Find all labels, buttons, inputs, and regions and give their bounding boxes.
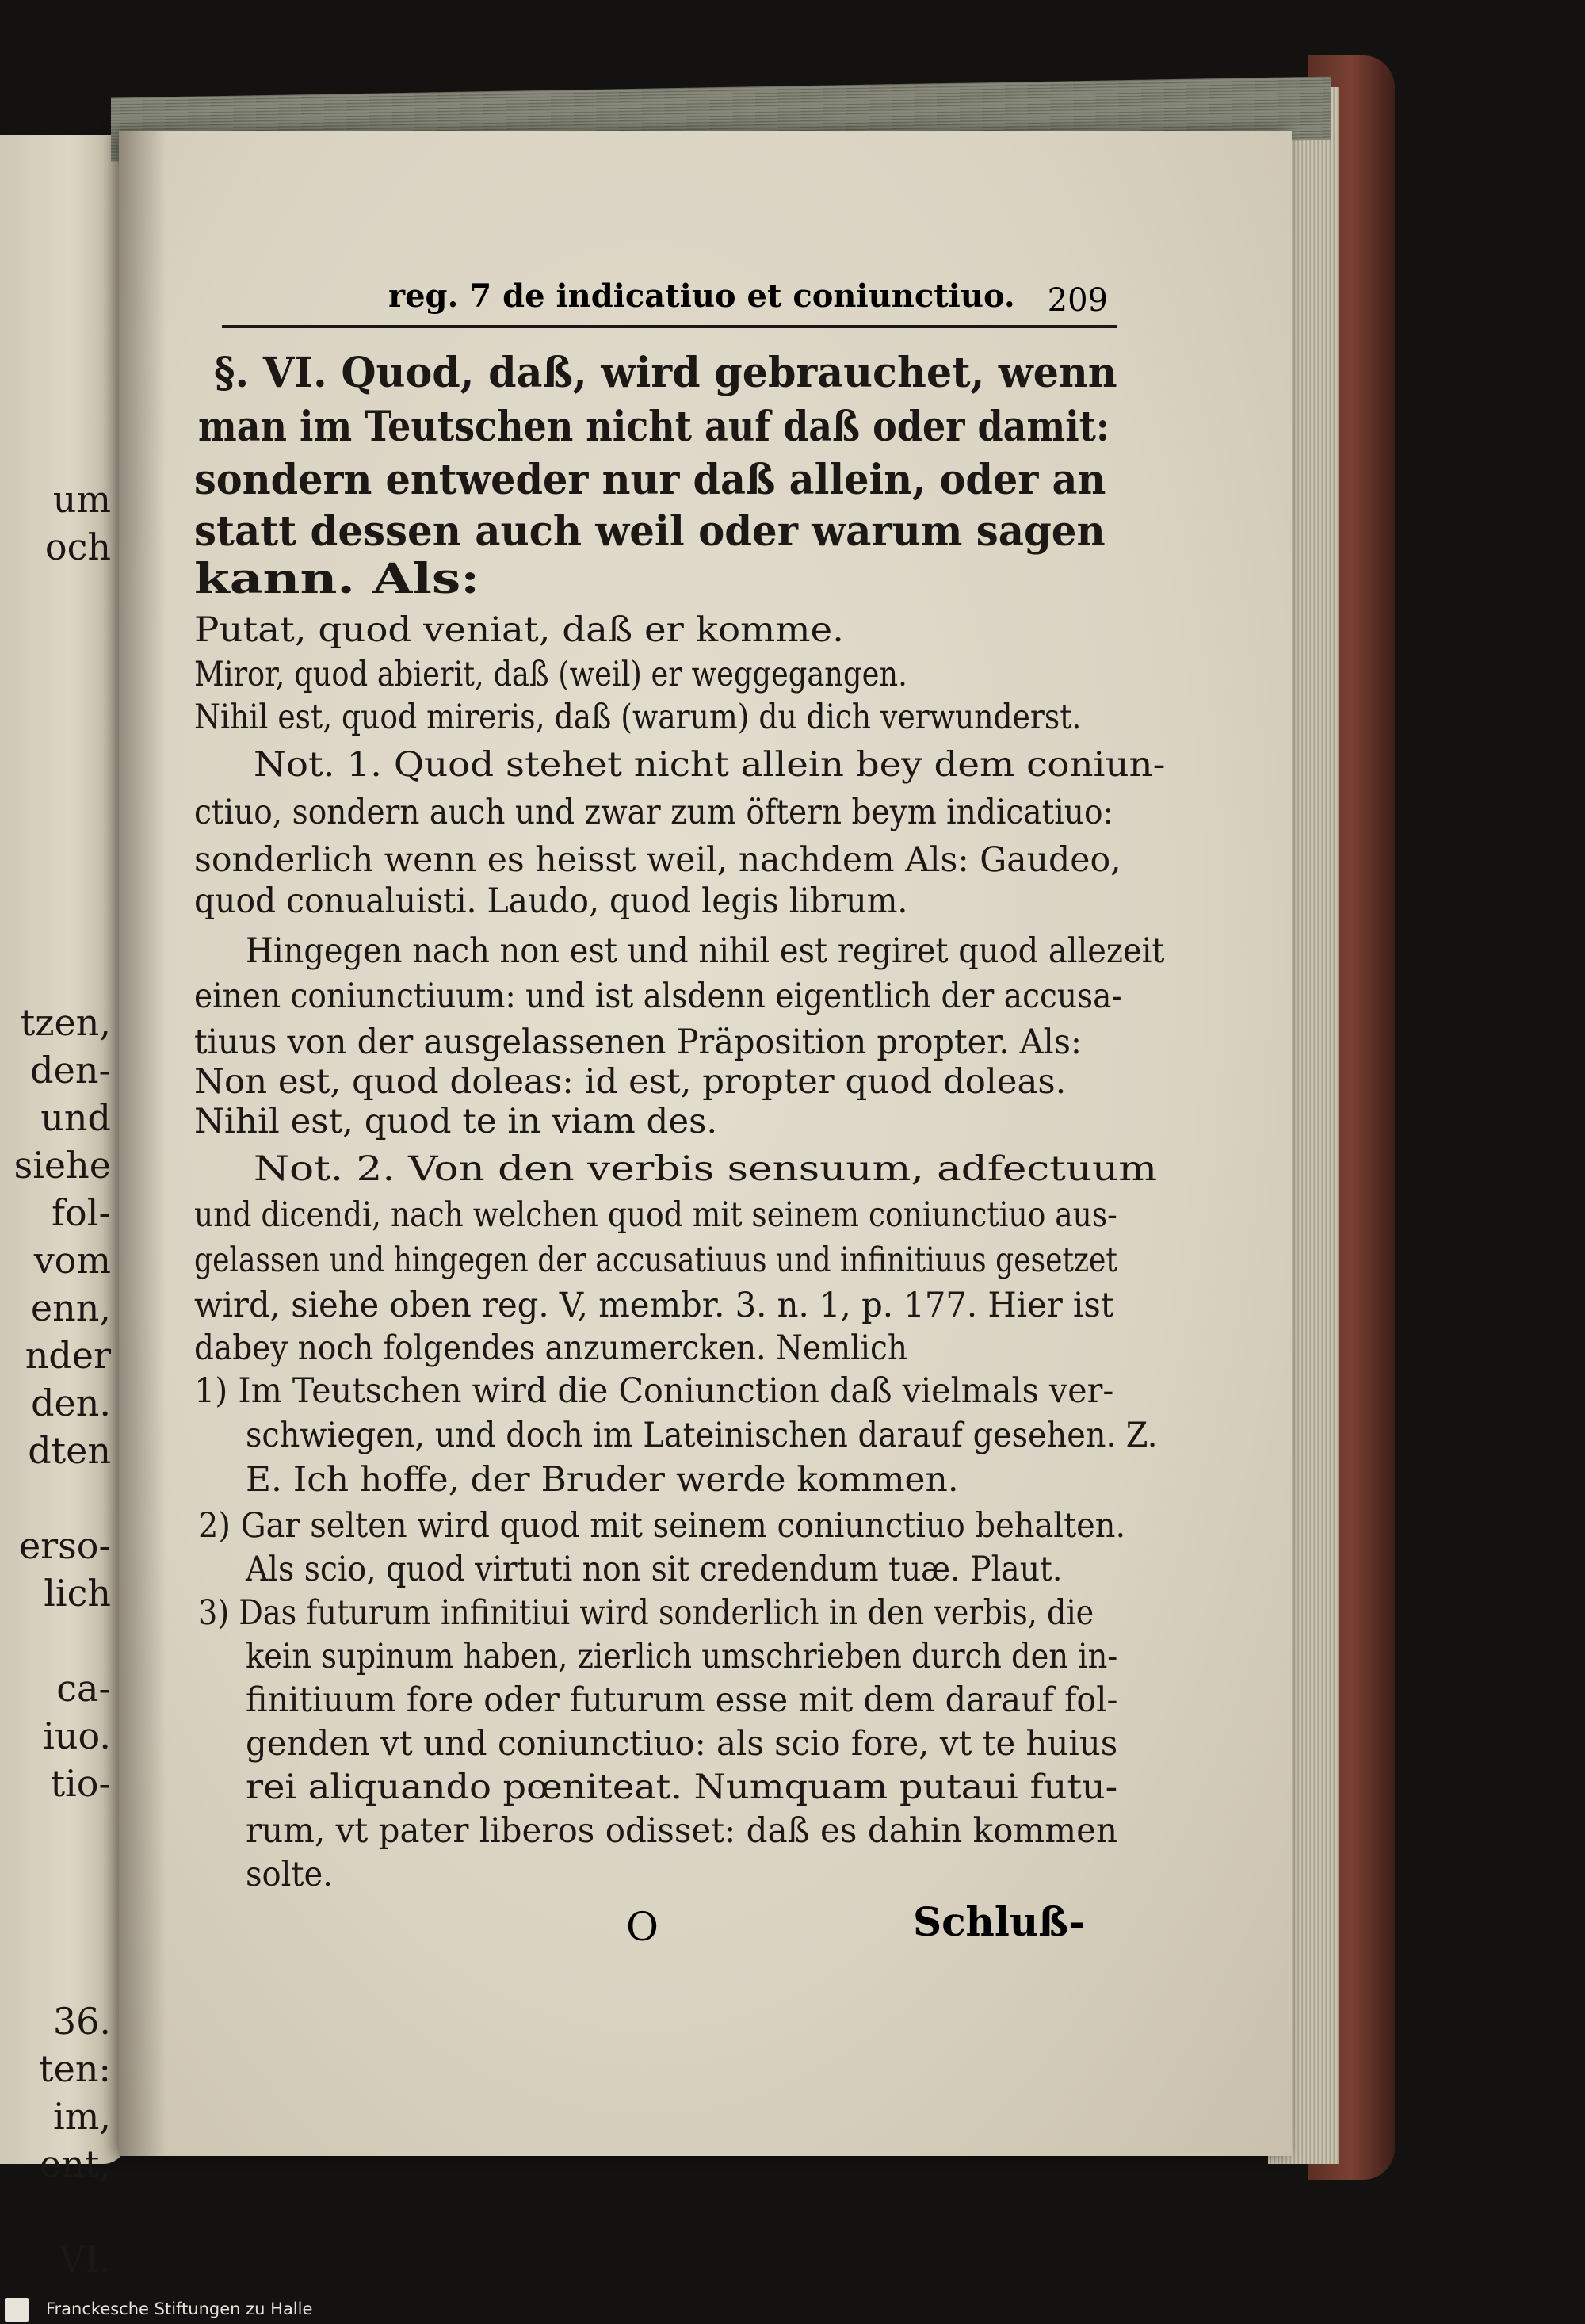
text-line: E. Ich hoffe, der Bruder werde kommen. (246, 1460, 959, 1500)
text-line: wird, siehe oben reg. V, membr. 3. n. 1, p. 177. Hier ist (194, 1286, 1114, 1325)
left-page-fragment: och (44, 526, 111, 568)
left-page-fragment: im, (53, 2095, 111, 2138)
text-line: genden vt und coniunctiuo: als scio fore, vt te huius (246, 1724, 1118, 1764)
text-line: und dicendi, nach welchen quod mit seinem coniunctiuo aus- (194, 1195, 1117, 1235)
text-line: man im Teutschen nicht auf daß oder damit: (198, 403, 1110, 451)
left-page-fragment: tzen, (20, 1001, 111, 1044)
text-line: Putat, quod veniat, daß er komme. (194, 610, 844, 650)
left-page-fragment (0, 761, 111, 808)
text-line: Als scio, quod virtuti non sit credendum tuæ. Plaut. (246, 1550, 1063, 1589)
text-line: quod conualuisti. Laudo, quod legis librum. (194, 881, 908, 921)
text-line: sondern entweder nur daß allein, oder an (194, 456, 1106, 504)
text-line: Hingegen nach non est und nihil est regiret quod allezeit (246, 931, 1165, 971)
left-page-fragment (0, 1807, 111, 1855)
text-line: statt dessen auch weil oder warum sagen (194, 507, 1106, 556)
left-page-fragment: den. (31, 1382, 111, 1424)
gutter-shadow (119, 131, 166, 2156)
left-page-text (0, 476, 111, 2283)
left-page (0, 135, 127, 2280)
left-page-fragment: ten: (39, 2047, 111, 2090)
left-page-fragment: ca- (56, 1667, 111, 1710)
left-page-fragment (0, 951, 111, 999)
left-page-fragment: nder (25, 1334, 111, 1377)
text-line: dabey noch folgendes anzumercken. Nemlich (194, 1328, 907, 1368)
left-page-fragment (0, 1950, 111, 1997)
text-line: rum, vt pater liberos odisset: daß es dahin kommen (246, 1811, 1118, 1851)
text-line: Not. 2. Von den verbis sensuum, adfectuum (254, 1149, 1158, 1189)
header-title: reg. 7 de indicatiuo et coniunctiuo. (388, 277, 1015, 315)
text-line: kein supinum haben, zierlich umschrieben durch den in- (246, 1637, 1118, 1676)
text-line: rei aliquando pœniteat. Numquam putaui futu- (246, 1768, 1118, 1807)
running-header (222, 277, 1125, 325)
page-number: 209 (1047, 282, 1108, 319)
left-page-fragment (0, 1617, 111, 1665)
left-page-fragment: enn, (30, 1286, 111, 1329)
left-page-fragment (0, 1474, 111, 1522)
left-page-fragment: ent, (40, 2142, 111, 2185)
text-line: kann. Als: (194, 555, 480, 603)
left-page-fragment: iuo. (43, 1714, 111, 1757)
text-line: tiuus von der ausgelassenen Präposition propter. Als: (194, 1022, 1082, 1062)
footer-bar (0, 2295, 1585, 2324)
text-line: 3) Das futurum infinitiui wird sonderlich in den verbis, die (198, 1593, 1094, 1633)
signature-mark: O (626, 1904, 659, 1950)
text-line: 2) Gar selten wird quod mit seinem coniunctiuo behalten. (198, 1506, 1126, 1546)
left-page-fragment: siehe (13, 1144, 111, 1187)
text-line: Miror, quod abierit, daß (weil) er weggegangen. (194, 655, 907, 694)
left-page-fragment: lich (44, 1572, 111, 1615)
left-page-fragment: vom (33, 1239, 111, 1282)
left-page-fragment (0, 1902, 111, 1950)
text-line: §. VI. Quod, daß, wird gebrauchet, wenn (214, 349, 1117, 397)
text-line: solte. (246, 1855, 333, 1894)
left-page-fragment: 36. (52, 2000, 111, 2043)
text-line: ctiuo, sondern auch und zwar zum öftern beym indicatiuo: (194, 793, 1113, 832)
left-page-fragment: VI. (58, 2238, 111, 2280)
text-line: Non est, quod doleas: id est, propter quod doleas. (194, 1062, 1067, 1102)
left-page-fragment (0, 808, 111, 856)
institution-logo-icon (5, 2298, 29, 2322)
left-page-fragment: um (52, 478, 111, 521)
left-page-fragment (0, 618, 111, 666)
left-page-fragment (0, 856, 111, 904)
left-page-fragment: und (40, 1096, 111, 1139)
text-line: 1) Im Teutschen wird die Coniunction daß vielmals ver- (194, 1371, 1114, 1411)
text-line: schwiegen, und doch im Lateinischen darauf gesehen. Z. (246, 1416, 1158, 1455)
text-line: Nihil est, quod mireris, daß (warum) du dich verwunderst. (194, 698, 1082, 737)
left-page-fragment: den- (30, 1049, 111, 1091)
left-page-fragment (0, 904, 111, 951)
text-line: Nihil est, quod te in viam des. (194, 1102, 718, 1141)
text-line: finitiuum fore oder futurum esse mit dem darauf fol- (246, 1680, 1118, 1720)
text-line: einen coniunctiuum: und ist alsdenn eigentlich der accusa- (194, 977, 1122, 1016)
left-page-fragment: tio- (50, 1762, 111, 1805)
catchword: Schluß- (913, 1898, 1085, 1945)
left-page-fragment: erso- (18, 1524, 111, 1567)
left-page-fragment (0, 713, 111, 761)
left-page-fragment (0, 1855, 111, 1902)
text-line: sonderlich wenn es heisst weil, nachdem Als: Gaudeo, (194, 840, 1121, 880)
left-page-fragment (0, 2188, 111, 2235)
header-rule (222, 325, 1117, 328)
left-page-fragment (0, 666, 111, 713)
left-page-fragment: dten (28, 1429, 111, 1472)
left-page-fragment: fol- (52, 1191, 111, 1234)
footer-credit: Franckesche Stiftungen zu Halle (46, 2299, 313, 2318)
text-line: gelassen und hingegen der accusatiuus und infinitiuus gesetzet (194, 1240, 1117, 1280)
left-page-fragment (0, 571, 111, 618)
text-line: Not. 1. Quod stehet nicht allein bey dem coniun- (254, 745, 1166, 785)
